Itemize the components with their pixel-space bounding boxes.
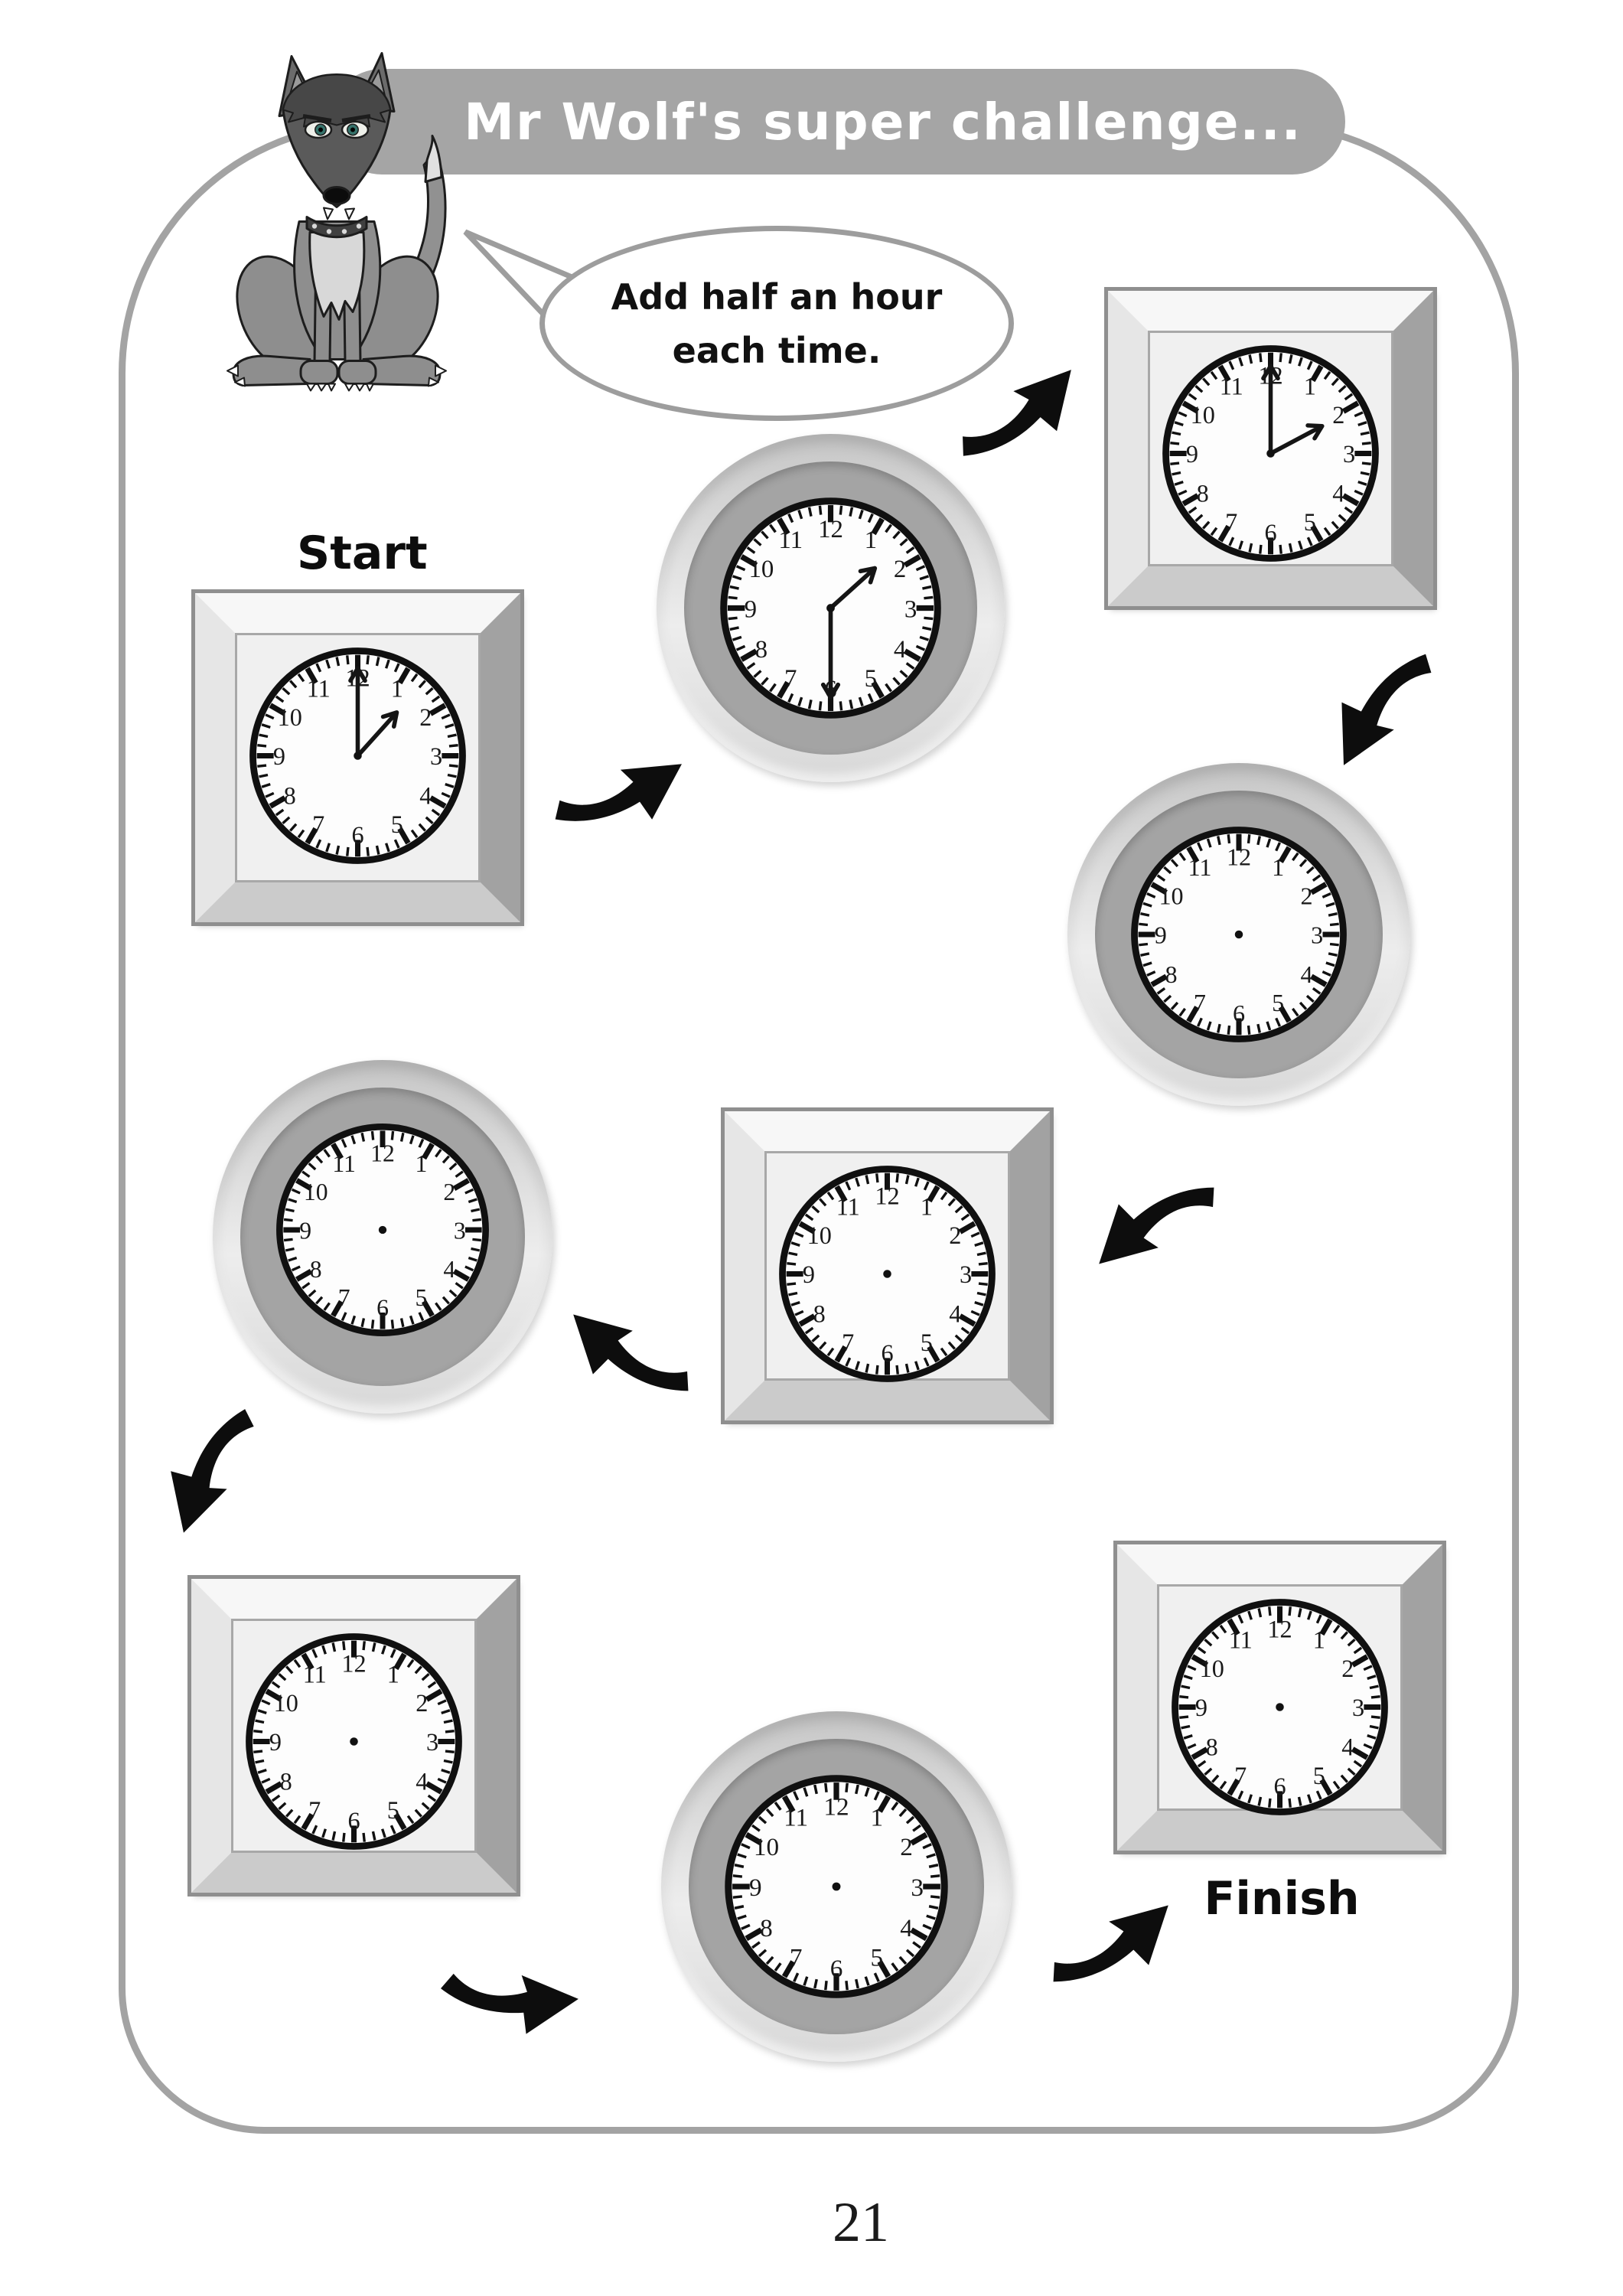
svg-text:12: 12 <box>823 1792 849 1821</box>
svg-text:3: 3 <box>959 1261 973 1289</box>
svg-text:6: 6 <box>1232 999 1246 1027</box>
svg-text:3: 3 <box>453 1217 466 1244</box>
clock-step-5 <box>725 1111 1050 1420</box>
svg-text:5: 5 <box>386 1796 399 1825</box>
svg-text:4: 4 <box>443 1255 456 1283</box>
svg-text:10: 10 <box>273 1688 298 1717</box>
svg-text:9: 9 <box>1185 440 1199 468</box>
svg-text:1: 1 <box>870 1803 884 1832</box>
svg-text:7: 7 <box>337 1283 350 1311</box>
svg-text:1: 1 <box>920 1192 933 1221</box>
svg-text:11: 11 <box>836 1192 860 1221</box>
svg-text:3: 3 <box>429 742 443 771</box>
svg-text:2: 2 <box>1341 1654 1354 1682</box>
clock-face-step-4 <box>1127 823 1351 1046</box>
svg-text:9: 9 <box>744 595 758 624</box>
speech-line-2: each time. <box>672 329 882 371</box>
svg-text:2: 2 <box>893 556 907 584</box>
svg-text:11: 11 <box>784 1803 809 1832</box>
svg-text:8: 8 <box>754 635 768 664</box>
clock-step-6 <box>213 1060 552 1414</box>
wolf-illustration <box>210 42 463 394</box>
svg-text:10: 10 <box>753 1833 780 1862</box>
svg-text:9: 9 <box>1194 1694 1208 1722</box>
svg-text:8: 8 <box>1165 960 1178 988</box>
svg-text:1: 1 <box>1303 372 1316 400</box>
svg-text:10: 10 <box>807 1221 832 1249</box>
svg-text:10: 10 <box>1199 1654 1224 1682</box>
svg-text:6: 6 <box>881 1339 894 1367</box>
clock-face-step-6 <box>272 1120 493 1340</box>
svg-text:2: 2 <box>416 1688 429 1717</box>
svg-text:11: 11 <box>1228 1626 1253 1654</box>
speech-line-1: Add half an hour <box>611 276 943 318</box>
svg-text:3: 3 <box>425 1728 439 1756</box>
svg-text:2: 2 <box>1300 882 1313 910</box>
svg-text:10: 10 <box>303 1179 328 1206</box>
start-label: Start <box>297 527 428 580</box>
svg-text:5: 5 <box>1303 508 1316 536</box>
svg-text:4: 4 <box>419 781 432 810</box>
svg-text:10: 10 <box>277 703 302 731</box>
svg-text:7: 7 <box>312 810 325 839</box>
svg-text:2: 2 <box>1332 400 1345 429</box>
svg-text:12: 12 <box>341 1649 367 1678</box>
svg-text:10: 10 <box>1159 882 1184 910</box>
clock-face-step-5 <box>775 1162 999 1386</box>
svg-text:7: 7 <box>1225 508 1238 536</box>
svg-text:6: 6 <box>376 1294 389 1322</box>
svg-text:8: 8 <box>813 1300 826 1328</box>
clock-face-step-3 <box>1159 341 1383 566</box>
svg-text:12: 12 <box>370 1140 395 1167</box>
svg-text:10: 10 <box>1190 400 1215 429</box>
svg-text:9: 9 <box>802 1261 816 1289</box>
svg-text:5: 5 <box>415 1283 428 1311</box>
clock-step-8 <box>661 1711 1012 2062</box>
svg-text:8: 8 <box>760 1913 773 1942</box>
curved-arrow-icon <box>559 1307 703 1403</box>
svg-text:1: 1 <box>415 1150 428 1178</box>
svg-text:8: 8 <box>1196 479 1209 507</box>
curved-arrow-icon <box>1039 1898 1184 1994</box>
svg-text:3: 3 <box>1311 921 1324 949</box>
clock-face-finish <box>1168 1595 1392 1819</box>
svg-text:9: 9 <box>1154 921 1167 949</box>
clock-step-4 <box>1067 763 1410 1106</box>
clock-face-step-8 <box>721 1771 952 2002</box>
svg-text:8: 8 <box>309 1255 322 1283</box>
svg-text:2: 2 <box>443 1179 456 1206</box>
clock-face-step-7 <box>242 1629 466 1854</box>
svg-text:10: 10 <box>748 556 774 584</box>
svg-text:8: 8 <box>279 1767 292 1795</box>
svg-text:2: 2 <box>419 703 432 731</box>
svg-text:3: 3 <box>1342 440 1356 468</box>
clock-step-3 <box>1108 291 1433 606</box>
svg-text:7: 7 <box>1193 989 1206 1017</box>
svg-text:11: 11 <box>332 1150 356 1178</box>
svg-text:6: 6 <box>829 1954 843 1983</box>
svg-text:1: 1 <box>864 526 878 554</box>
clock-face-step-2 <box>716 494 945 722</box>
svg-text:11: 11 <box>302 1660 327 1688</box>
svg-text:12: 12 <box>1226 843 1252 871</box>
svg-text:9: 9 <box>299 1217 312 1244</box>
svg-text:3: 3 <box>904 595 917 624</box>
speech-bubble-text <box>539 226 1014 421</box>
svg-text:4: 4 <box>949 1300 962 1328</box>
svg-text:5: 5 <box>390 810 403 839</box>
clock-step-2 <box>657 434 1005 782</box>
svg-text:11: 11 <box>1219 372 1243 400</box>
clock-start <box>195 593 520 922</box>
svg-text:1: 1 <box>390 674 403 703</box>
curved-arrow-icon <box>1084 1175 1229 1270</box>
svg-text:7: 7 <box>784 665 797 693</box>
svg-text:6: 6 <box>347 1806 360 1835</box>
svg-text:6: 6 <box>351 820 364 849</box>
svg-text:3: 3 <box>911 1874 924 1903</box>
svg-text:12: 12 <box>345 664 370 692</box>
svg-text:4: 4 <box>416 1767 429 1795</box>
clock-step-7 <box>191 1579 517 1893</box>
title-banner <box>329 69 1345 174</box>
svg-text:5: 5 <box>864 665 878 693</box>
svg-text:1: 1 <box>1312 1626 1325 1654</box>
svg-text:5: 5 <box>920 1329 933 1357</box>
svg-text:4: 4 <box>1300 960 1313 988</box>
clock-finish <box>1117 1544 1442 1851</box>
svg-text:12: 12 <box>875 1182 900 1210</box>
svg-text:2: 2 <box>949 1221 962 1249</box>
svg-text:4: 4 <box>893 635 907 664</box>
page-title: Mr Wolf's super challenge... <box>464 92 1302 152</box>
svg-text:9: 9 <box>269 1728 282 1756</box>
svg-text:5: 5 <box>870 1943 884 1972</box>
svg-text:12: 12 <box>1267 1615 1292 1643</box>
svg-text:11: 11 <box>778 526 803 554</box>
svg-text:4: 4 <box>900 1913 913 1942</box>
svg-text:6: 6 <box>1273 1772 1286 1800</box>
svg-text:6: 6 <box>1264 518 1277 546</box>
curved-arrow-icon <box>546 746 691 842</box>
svg-text:8: 8 <box>283 781 296 810</box>
finish-label: Finish <box>1204 1872 1360 1926</box>
svg-text:1: 1 <box>386 1660 399 1688</box>
page-number: 21 <box>833 2191 889 2254</box>
svg-text:9: 9 <box>748 1874 762 1903</box>
clock-face-start <box>246 644 470 868</box>
svg-text:11: 11 <box>1188 853 1212 882</box>
svg-text:6: 6 <box>824 676 837 704</box>
svg-text:7: 7 <box>789 1943 803 1972</box>
svg-text:9: 9 <box>272 742 286 771</box>
svg-text:2: 2 <box>900 1833 913 1862</box>
svg-text:8: 8 <box>1205 1733 1218 1761</box>
svg-text:7: 7 <box>1234 1762 1247 1790</box>
svg-text:3: 3 <box>1351 1694 1365 1722</box>
svg-text:7: 7 <box>842 1329 855 1357</box>
svg-text:1: 1 <box>1272 853 1285 882</box>
svg-text:5: 5 <box>1312 1762 1325 1790</box>
svg-text:4: 4 <box>1341 1733 1354 1761</box>
svg-text:4: 4 <box>1332 479 1345 507</box>
svg-text:12: 12 <box>1258 361 1283 390</box>
svg-text:12: 12 <box>818 515 843 543</box>
svg-text:11: 11 <box>306 674 331 703</box>
svg-text:5: 5 <box>1272 989 1285 1017</box>
svg-text:7: 7 <box>308 1796 321 1825</box>
